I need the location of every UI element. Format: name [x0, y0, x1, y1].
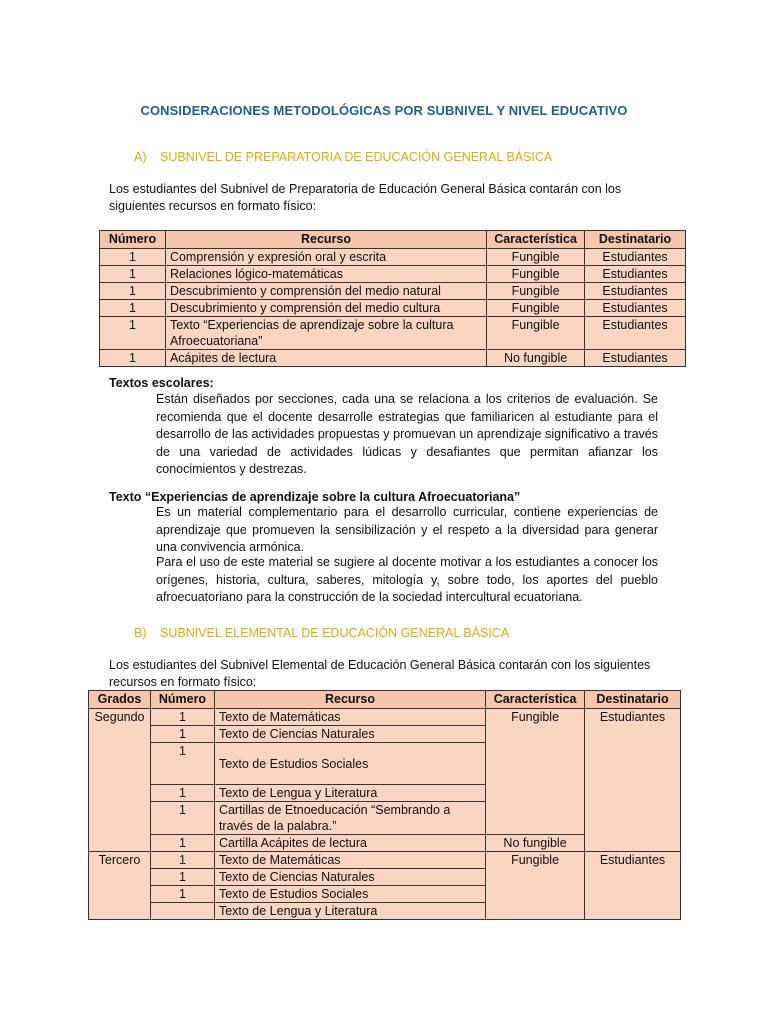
cell-destinatario: Estudiantes	[585, 852, 681, 920]
column-header: Número	[100, 231, 166, 249]
cell-recurso: Descubrimiento y comprensión del medio natural	[165, 283, 486, 300]
column-header: Grados	[89, 691, 151, 709]
cell-numero: 1	[150, 709, 214, 726]
cell-recurso: Relaciones lógico-matemáticas	[165, 266, 486, 283]
cell-caracteristica: Fungible	[487, 283, 585, 300]
cell-destinatario: Estudiantes	[585, 709, 681, 852]
section-a-intro-line2: siguientes recursos en formato físico:	[109, 199, 317, 213]
column-header: Recurso	[214, 691, 485, 709]
cell-numero: 1	[100, 266, 166, 283]
table-header-row	[100, 231, 686, 249]
cell-recurso: Comprensión y expresión oral y escrita	[165, 249, 486, 266]
cell-numero: 1	[100, 350, 166, 367]
table-row	[100, 249, 686, 266]
section-a-heading-text: SUBNIVEL DE PREPARATORIA DE EDUCACIÓN GENERAL BÁSICA	[160, 150, 553, 164]
column-header: Característica	[487, 231, 585, 249]
cell-numero: 1	[150, 802, 214, 835]
textos-escolares-body: Están diseñados por secciones, cada una se relaciona a los criterios de evaluación. Se recomienda que el docente desarrolle estrategias que familiaricen al estudiante para el desarrollo de las actividades propuestas y promuevan un aprendizaje significativo a través de una variedad de actividades lúdicas y desafiantes que permitan afianzar los conocimientos y destrezas.	[156, 392, 658, 476]
cell-recurso: Descubrimiento y comprensión del medio cultura	[165, 300, 486, 317]
cell-recurso-line1: Cartillas de Etnoeducación “Sembrando a	[218, 803, 451, 817]
cell-caracteristica: Fungible	[487, 266, 585, 283]
section-b-intro-line1: Los estudiantes del Subnivel Elemental de Educación General Básica contarán con los siguientes	[109, 658, 651, 672]
section-b-intro	[109, 657, 679, 691]
cell-grado-segundo: Segundo	[89, 709, 151, 852]
cell-recurso	[214, 802, 485, 835]
table-row	[89, 852, 681, 869]
table-row	[100, 350, 686, 367]
cell-recurso-line2: través de la palabra.”	[218, 819, 337, 833]
table-row	[100, 266, 686, 283]
table-row	[100, 283, 686, 300]
textos-escolares-heading: Textos escolares:	[109, 376, 214, 390]
section-b-heading-text: SUBNIVEL ELEMENTAL DE EDUCACIÓN GENERAL BÁSICA	[160, 626, 510, 640]
table-row	[100, 317, 686, 350]
cell-recurso-line2: Afroecuatoriana”	[169, 334, 263, 348]
cell-numero: 1	[150, 785, 214, 802]
cell-numero: 1	[100, 249, 166, 266]
cell-destinatario: Estudiantes	[585, 350, 686, 367]
column-header: Destinatario	[585, 691, 681, 709]
cell-recurso: Texto de Matemáticas	[214, 852, 485, 869]
section-b-letter: B)	[134, 626, 147, 640]
cell-recurso: Texto de Estudios Sociales	[214, 743, 485, 785]
cell-numero: 1	[100, 317, 166, 350]
cell-recurso-line1: Texto “Experiencias de aprendizaje sobre la cultura	[169, 318, 454, 332]
cell-caracteristica: No fungible	[487, 350, 585, 367]
cell-recurso: Texto de Ciencias Naturales	[214, 726, 485, 743]
cell-destinatario: Estudiantes	[585, 249, 686, 266]
column-header: Característica	[486, 691, 585, 709]
cell-caracteristica: Fungible	[487, 317, 585, 350]
cell-recurso: Texto de Lengua y Literatura	[214, 785, 485, 802]
cell-caracteristica: Fungible	[486, 709, 585, 835]
cell-destinatario: Estudiantes	[585, 300, 686, 317]
cell-numero: 1	[150, 869, 214, 886]
cell-numero: 1	[150, 726, 214, 743]
texto-experiencias-heading: Texto “Experiencias de aprendizaje sobre la cultura Afroecuatoriana”	[109, 490, 521, 504]
cell-recurso: Acápites de lectura	[165, 350, 486, 367]
cell-caracteristica: Fungible	[487, 249, 585, 266]
texto-experiencias-body-1: Es un material complementario para el desarrollo curricular, contiene experiencias de aprendizaje que promueven la sensibilización y el respeto a la diversidad para generar una convivencia armónica.	[156, 505, 658, 554]
section-a-letter: A)	[134, 150, 147, 164]
cell-destinatario: Estudiantes	[585, 266, 686, 283]
column-header: Número	[150, 691, 214, 709]
cell-numero: 1	[100, 283, 166, 300]
cell-recurso: Texto de Estudios Sociales	[214, 886, 485, 903]
table-preparatoria	[99, 230, 686, 367]
cell-recurso: Texto de Ciencias Naturales	[214, 869, 485, 886]
cell-recurso	[165, 317, 486, 350]
section-a-heading	[134, 150, 552, 164]
page-title: CONSIDERACIONES METODOLÓGICAS POR SUBNIVEL Y NIVEL EDUCATIVO	[140, 103, 628, 118]
column-header: Destinatario	[585, 231, 686, 249]
texto-experiencias-body-2: Para el uso de este material se sugiere al docente motivar a los estudiantes a conocer los orígenes, historia, cultura, saberes, mitología y, sobre todo, los aportes del pueblo afroecuatoriano para la construcción de la sociedad intercultural ecuatoriana.	[156, 555, 658, 604]
cell-numero: 1	[100, 300, 166, 317]
table-elemental	[88, 690, 681, 920]
cell-numero	[150, 903, 214, 920]
section-b-intro-line2: recursos en formato físico:	[109, 675, 257, 689]
cell-recurso: Cartilla Acápites de lectura	[214, 835, 485, 852]
table-row	[89, 709, 681, 726]
column-header: Recurso	[165, 231, 486, 249]
cell-numero: 1	[150, 835, 214, 852]
section-a-intro	[109, 181, 669, 215]
cell-numero: 1	[150, 886, 214, 903]
cell-numero: 1	[150, 852, 214, 869]
table-header-row	[89, 691, 681, 709]
cell-caracteristica: Fungible	[486, 852, 585, 920]
cell-caracteristica: Fungible	[487, 300, 585, 317]
cell-destinatario: Estudiantes	[585, 283, 686, 300]
section-b-heading	[134, 626, 509, 640]
cell-grado-tercero: Tercero	[89, 852, 151, 920]
table-row	[100, 300, 686, 317]
cell-caracteristica: No fungible	[486, 835, 585, 852]
cell-recurso: Texto de Lengua y Literatura	[214, 903, 485, 920]
section-a-intro-line1: Los estudiantes del Subnivel de Preparatoria de Educación General Básica contarán con los	[109, 182, 622, 196]
cell-destinatario: Estudiantes	[585, 317, 686, 350]
cell-numero: 1	[150, 743, 214, 785]
cell-recurso: Texto de Matemáticas	[214, 709, 485, 726]
